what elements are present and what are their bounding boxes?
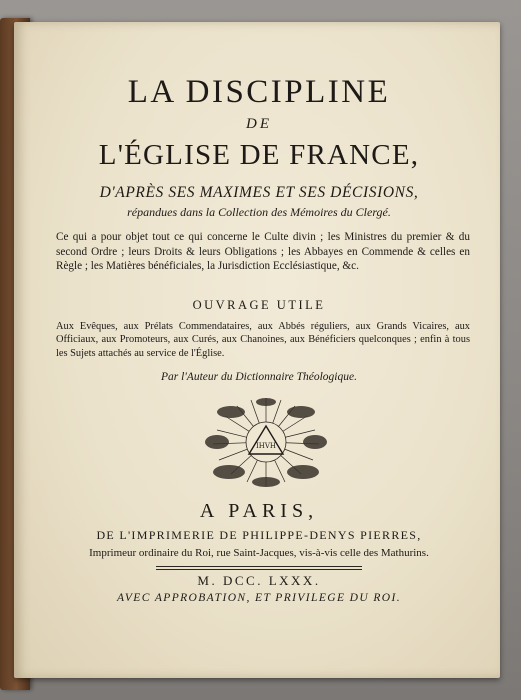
- title-page: [14, 22, 500, 678]
- printer-detail-line: Imprimeur ordinaire du Roi, rue Saint-Jacques, vis-à-vis celle des Mathurins.: [89, 547, 429, 559]
- date-line: M. DCC. LXXX.: [197, 573, 321, 588]
- printer-line: DE L'IMPRIMERIE DE PHILIPPE-DENYS PIERRES,: [96, 528, 422, 542]
- divider-rule: [156, 566, 362, 567]
- place-line: A PARIS,: [199, 500, 319, 522]
- audience-paragraph: Aux Evêques, aux Prélats Commendataires, aux Abbés réguliers, aux Grands Vicaires, aux Officiaux, aux Promoteurs, aux Curés, aux Chanoines, aux Bénéficiers quelconques ; enfin à tous les Sujets attachés au service de l'Église.: [56, 321, 470, 359]
- title-page-content: [36, 22, 482, 678]
- title-line-2: L'ÉGLISE DE FRANCE,: [98, 139, 420, 171]
- subtitle-line-2: répandues dans la Collection des Mémoires du Clergé.: [127, 205, 391, 219]
- privilege-line: AVEC APPROBATION, ET PRIVILEGE DU ROI.: [117, 592, 401, 604]
- summary-paragraph: Ce qui a pour objet tout ce qui concerne le Culte divin ; les Ministres du premier & du second Ordre ; leurs Droits & leurs Obligations ; les Abbayes en Commende & celles en Règle ; les Matières bénéficiales, la Jurisdiction Ecclésiastique, &c.: [56, 231, 470, 272]
- subtitle-line-1: D'APRÈS SES MAXIMES ET SES DÉCISIONS,: [99, 184, 419, 201]
- title-de: DE: [246, 116, 272, 132]
- author-line: Par l'Auteur du Dictionnaire Théologique.: [161, 371, 357, 383]
- title-line-1: LA DISCIPLINE: [127, 74, 391, 110]
- emblem-inscription: IHVH: [255, 442, 277, 450]
- ouvrage-heading: OUVRAGE UTILE: [192, 298, 326, 312]
- divider-rule: [156, 569, 362, 570]
- glory-triangle-icon: [201, 392, 331, 490]
